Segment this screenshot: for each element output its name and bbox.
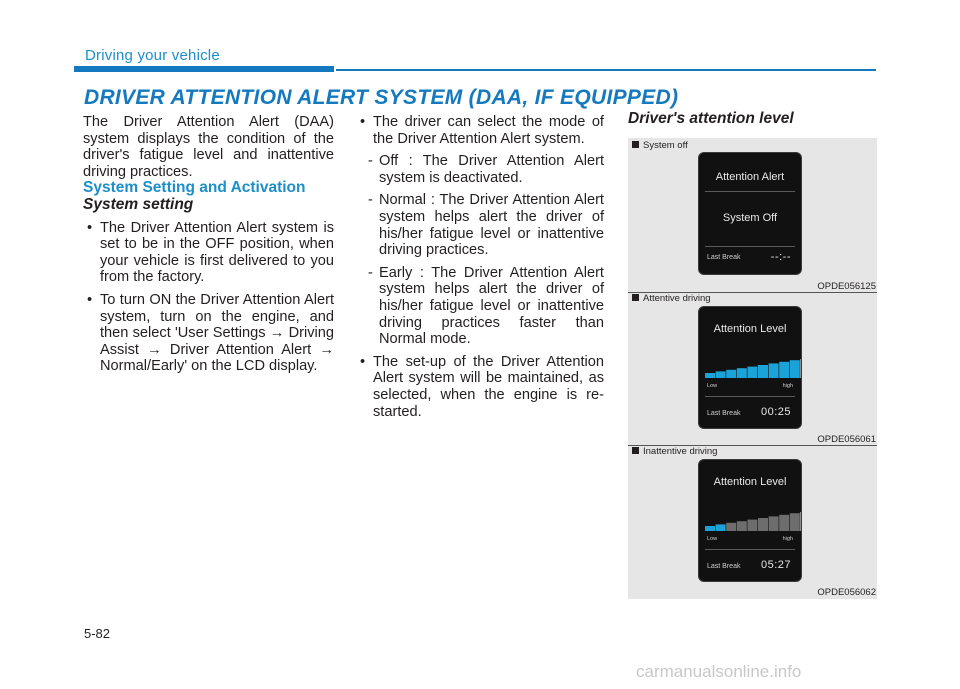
low-label: Low — [707, 536, 718, 542]
bullet-glyph: • — [360, 114, 366, 130]
screen-divider — [705, 191, 795, 192]
level-bar — [790, 513, 800, 531]
screen-title: Attention Level — [713, 476, 787, 488]
mode-text: Off : The Driver Attention Alert system is deactivated. — [379, 153, 604, 186]
screen-divider — [705, 549, 795, 550]
low-label: Low — [707, 383, 718, 389]
bullet-glyph: • — [360, 353, 366, 370]
figure-caption — [632, 293, 711, 304]
mode-text: Early : The Driver Attention Alert system helps alert the driver of his/her fatigue level or inattentive driving practices faster than Normal mode. — [379, 264, 604, 348]
list-item-text: To turn ON the Driver Attention Alert system, turn on the engine, and then select 'User Settings → Driving Assist → Driver Attention Alert → Normal/Early' on the LCD display. — [100, 291, 334, 375]
dash-glyph: - — [368, 192, 373, 209]
level-bar — [790, 360, 800, 378]
square-bullet-icon — [632, 447, 639, 454]
level-bar — [705, 373, 715, 378]
square-bullet-icon — [632, 141, 639, 148]
level-bar — [737, 521, 747, 531]
level-bar — [726, 370, 736, 378]
page-number: 5-82 — [84, 626, 111, 641]
square-bullet-icon — [632, 294, 639, 301]
header-rule-thin — [336, 69, 876, 71]
mode-item-normal — [356, 192, 604, 258]
level-bar — [747, 520, 757, 531]
last-break-value: 05:27 — [760, 559, 791, 571]
high-label: high — [782, 383, 793, 389]
caption-text: Inattentive driving — [643, 446, 718, 457]
cluster-display-inattentive — [698, 459, 802, 582]
cluster-display-off — [698, 152, 802, 275]
subsection-heading: System setting — [83, 195, 194, 213]
last-break-value: --:-- — [770, 251, 791, 263]
level-bar — [705, 526, 715, 531]
level-bar — [716, 524, 726, 531]
screen-divider — [705, 396, 795, 397]
last-break-label: Last Break — [707, 563, 741, 570]
bullet-glyph: • — [87, 291, 93, 308]
screen-status: System Off — [722, 212, 778, 224]
list-item — [83, 220, 334, 286]
list-item — [356, 354, 604, 420]
figure-code: OPDE056061 — [817, 434, 876, 445]
level-bar — [747, 367, 757, 378]
level-bar — [769, 516, 779, 531]
figure-caption — [632, 446, 717, 457]
level-bar — [779, 362, 789, 378]
screen-title: Attention Level — [713, 323, 787, 335]
caption-text: System off — [643, 140, 688, 151]
high-label: high — [782, 536, 793, 542]
intro-paragraph: The Driver Attention Alert (DAA) system displays the condition of the driver's fatigue level and inattentive driving practices. — [83, 114, 334, 180]
level-bar-end-marker — [800, 512, 802, 531]
mode-item-early — [356, 265, 604, 348]
screen-title: Attention Alert — [715, 171, 785, 183]
figure-caption — [632, 140, 688, 151]
dash-glyph: - — [368, 264, 373, 281]
level-bar — [737, 368, 747, 378]
last-break-value: 00:25 — [760, 406, 791, 418]
section-heading: System Setting and Activation — [83, 179, 306, 197]
dash-glyph: - — [368, 153, 373, 170]
last-break-label: Last Break — [707, 410, 741, 417]
mode-text: Normal : The Driver Attention Alert system helps alert the driver of his/her fatigue level or inattentive driving practices. — [379, 192, 604, 259]
cluster-display-attentive — [698, 306, 802, 429]
level-bar — [769, 363, 779, 378]
list-item — [83, 292, 334, 375]
column-2 — [356, 114, 604, 420]
list-item-text: The driver can select the mode of the Driver Attention Alert system. — [373, 114, 604, 147]
column-1 — [83, 114, 334, 375]
page-title: DRIVER ATTENTION ALERT SYSTEM (DAA, IF EQUIPPED) — [84, 86, 679, 109]
attention-level-heading: Driver's attention level — [628, 110, 794, 127]
screen-divider — [705, 246, 795, 247]
list-item — [356, 114, 604, 147]
level-bar — [758, 365, 768, 378]
level-bar — [779, 515, 789, 531]
mode-item-off — [356, 153, 604, 186]
level-bar — [716, 371, 726, 378]
list-item-text: The Driver Attention Alert system is set to be in the OFF position, when your vehicle is first delivered to you from the factory. — [100, 219, 334, 286]
figure-code: OPDE056125 — [817, 281, 876, 292]
header-rule-thick — [74, 66, 334, 72]
level-bar-end-marker — [800, 359, 802, 378]
list-item-text: The set-up of the Driver Attention Alert system will be maintained, as selected, when the engine is re-started. — [373, 353, 604, 420]
level-bar — [726, 523, 736, 531]
level-bar — [758, 518, 768, 531]
last-break-label: Last Break — [707, 254, 741, 261]
section-label: Driving your vehicle — [85, 47, 220, 64]
figure-code: OPDE056062 — [817, 587, 876, 598]
watermark: carmanualsonline.info — [636, 662, 802, 681]
bullet-glyph: • — [87, 219, 93, 236]
caption-text: Attentive driving — [643, 293, 711, 304]
